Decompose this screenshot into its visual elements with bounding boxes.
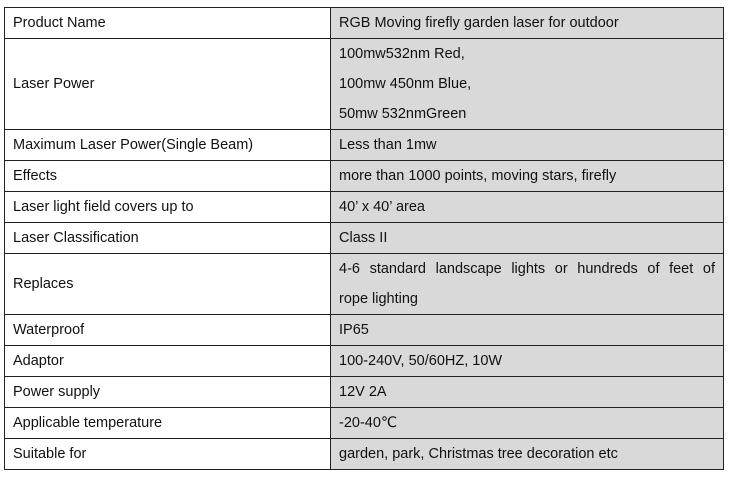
- value-line: more than 1000 points, moving stars, firefly: [339, 168, 617, 184]
- table-row-laser-power: [5, 39, 724, 130]
- row-value: [331, 408, 724, 439]
- value-line: RGB Moving firefly garden laser for outdoor: [339, 15, 619, 31]
- row-label: Laser Power: [5, 39, 331, 130]
- row-label: Applicable temperature: [5, 408, 331, 439]
- value-line: IP65: [339, 322, 369, 338]
- row-label: Effects: [5, 161, 331, 192]
- row-label: Product Name: [5, 8, 331, 39]
- row-label: Laser Classification: [5, 223, 331, 254]
- table-row-suitable-for: [5, 439, 724, 470]
- value-line: 40’ x 40’ area: [339, 199, 425, 215]
- value-line: rope lighting: [339, 291, 418, 307]
- row-label: Adaptor: [5, 346, 331, 377]
- row-label: Maximum Laser Power(Single Beam): [5, 130, 331, 161]
- value-line: 4-6 standard landscape lights or hundreds of feet of: [339, 261, 715, 277]
- table-row-max-laser-power: [5, 130, 724, 161]
- row-value: [331, 192, 724, 223]
- row-value: [331, 439, 724, 470]
- row-value: [331, 161, 724, 192]
- row-value: [331, 377, 724, 408]
- row-value: [331, 315, 724, 346]
- value-line: garden, park, Christmas tree decoration etc: [339, 446, 618, 462]
- value-line: Class II: [339, 230, 388, 246]
- table-row-power-supply: [5, 377, 724, 408]
- row-value: [331, 254, 724, 315]
- row-value: [331, 8, 724, 39]
- table-row-laser-classification: [5, 223, 724, 254]
- row-value: [331, 39, 724, 130]
- row-label: Waterproof: [5, 315, 331, 346]
- table-row-light-field: [5, 192, 724, 223]
- value-line: 100mw 450nm Blue,: [339, 76, 472, 92]
- row-label: Replaces: [5, 254, 331, 315]
- value-line: 100mw532nm Red,: [339, 46, 465, 62]
- row-value: [331, 223, 724, 254]
- value-line: Less than 1mw: [339, 137, 437, 153]
- value-line: 12V 2A: [339, 384, 387, 400]
- row-value: [331, 346, 724, 377]
- table-row-replaces: [5, 254, 724, 315]
- row-label: Power supply: [5, 377, 331, 408]
- product-spec-table: [4, 7, 724, 470]
- table-row-applicable-temperature: [5, 408, 724, 439]
- row-label: Laser light field covers up to: [5, 192, 331, 223]
- table-row-adaptor: [5, 346, 724, 377]
- table-row-waterproof: [5, 315, 724, 346]
- row-label: Suitable for: [5, 439, 331, 470]
- table-row-effects: [5, 161, 724, 192]
- table-row-product-name: [5, 8, 724, 39]
- row-value: [331, 130, 724, 161]
- value-line: -20-40℃: [339, 415, 398, 431]
- value-line: 100-240V, 50/60HZ, 10W: [339, 353, 503, 369]
- value-line: 50mw 532nmGreen: [339, 106, 467, 122]
